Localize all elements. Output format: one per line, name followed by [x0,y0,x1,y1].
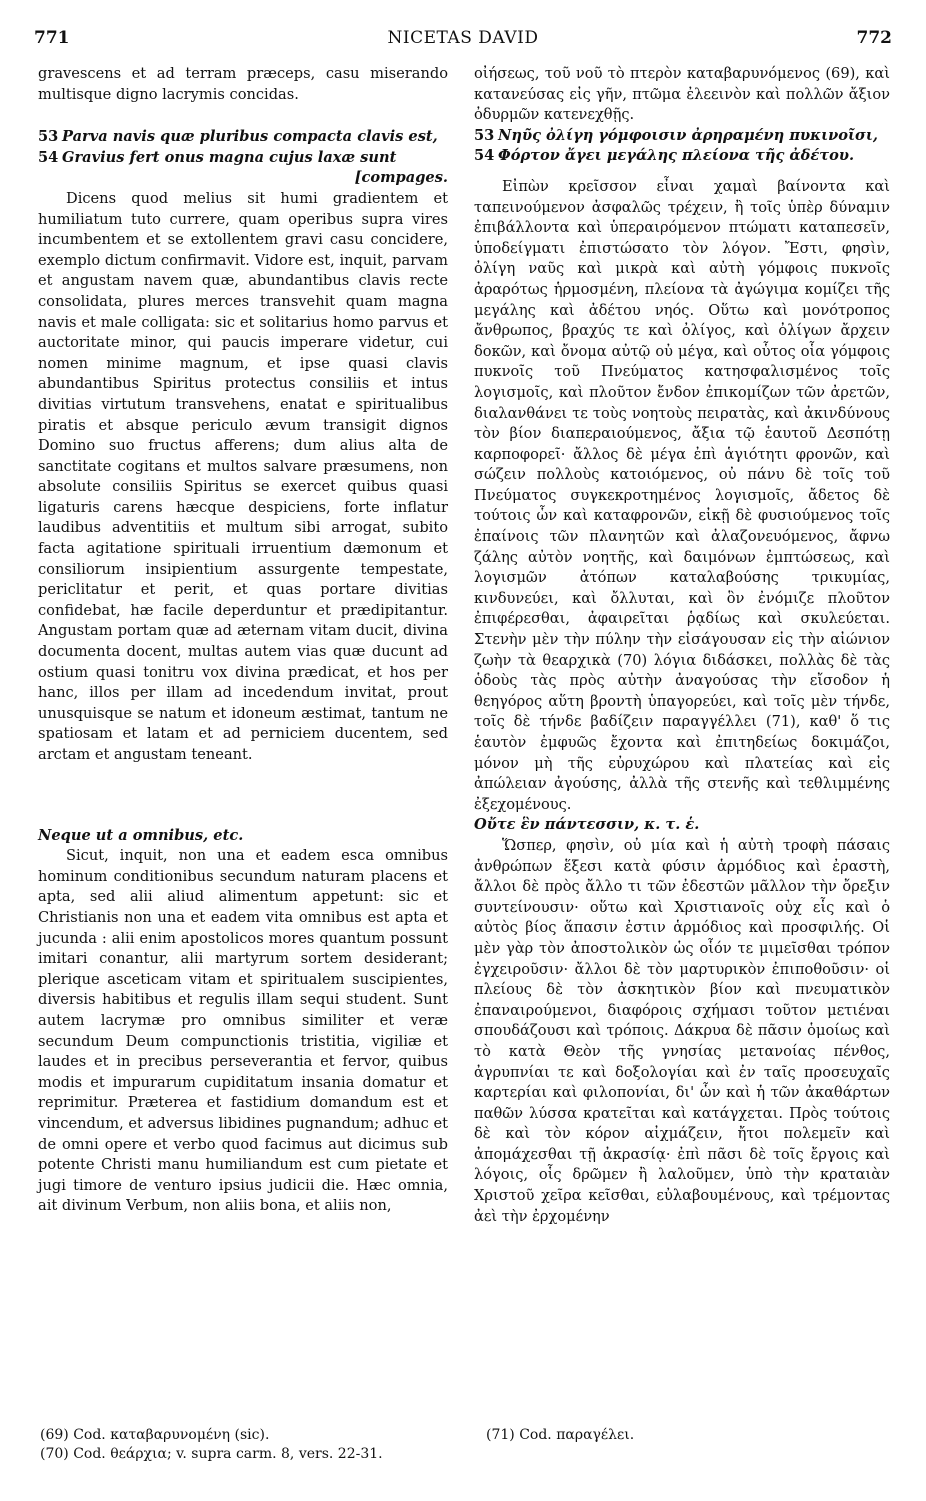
page-header [34,28,892,52]
running-title: NICETAS DAVID [387,28,539,48]
greek-lemma-2: Οὔτε ἓν πάντεσσιν, κ. τ. ἑ. [474,816,700,834]
footnote-69: (69) Cod. καταβαρυνομένη (sic). [40,1427,270,1443]
latin-intro: gravescens et ad terram præceps, casu miserando multisque digno lacrymis concidas. [38,65,448,103]
footnote-71: (71) Cod. παραγέλει. [486,1427,635,1443]
footnotes-left [40,1426,450,1464]
latin-verse-53: 53 Parva navis quæ pluribus compacta clavis est, [38,128,438,146]
latin-commentary-1: Dicens quod melius sit humi gradientem et humiliatum tuto currere, quam operibus supra vires incumbentem et se extollentem gravi casu concidere, exemplo dictum confirmavit. Vidore est, inquit, parvam et angustam navem quæ, abundantibus clavis recte consolidata, plures merces transvehit quam magna navis et male colligata: sic et solitarius homo parvus et auctoritate minor, qui paucis imperare videtur, cui nomen minime magnum, et ipse quasi clavis abundantibus Spiritus protectus consiliis et intus divitias virtutum transvehens, enatat e spiritualibus piratis et absque periculo ævum transigit dignos Domino suo fructus afferens; dum alius alta de sanctitate cogitans et multos salvare præsumens, non absolute consiliis Spiritus se exercet quibus quasi ligaturis carens hæcque despiciens, forte inflatur laudibus adventitiis et multum sibi arrogat, subito facta agitatione spirituali irruentium dæmonum et consiliorum insipientium assurgente tempestate, periclitatur et perit, et quas portare divitias confidebat, hæ facile deperduntur et prædipitantur. Angustam portam quæ ad æternam vitam ducit, divina documenta docent, multas autem vias quæ ducunt ad ostium quasi tonitru vox divina prædicat, et hos per hanc, illos per illam ad incedendum invitat, prout unusquisque se natum et idoneum æstimat, tantum ne spatiosam et latam et ad perniciem ducentem, sed arctam et angustam teneant. [38,189,448,763]
footnotes-right [486,1426,886,1445]
latin-verse-54-end: [compages. [354,169,448,187]
greek-intro: οἰήσεως, τοῦ νοῦ τὸ πτερὸν καταβαρυνόμενος (69), καὶ κατανεύσας εἰς γῆν, πτῶμα ἐλεεινὸν καὶ πολλῶν ἄξιον ὀδυρμῶν κατενεχθῇς. [474,65,890,124]
footnote-70: (70) Cod. θεάρχια; v. supra carm. 8, vers. 22-31. [40,1446,383,1462]
latin-verse-54: 54 Gravius fert onus magna cujus laxæ sunt [38,148,397,166]
greek-verse-53: 53 Νηῦς ὀλίγη γόμφοισιν ἀρηραμένη πυκινοῖσι, [474,126,878,144]
page-number-left: 771 [34,28,70,48]
latin-lemma-2: Neque ut a omnibus, etc. [38,826,244,844]
greek-commentary-2: Ὥσπερ, φησὶν, οὐ μία καὶ ἡ αὐτὴ τροφὴ πάσαις ἀνθρώπων ἕξεσι κατὰ φύσιν ἁρμόδιος καὶ ἐραστὴ, ἄλλοι δὲ πρὸς ἄλλο τι τῶν ἐδεστῶν μᾶλλον τὴν ὄρεξιν συντείνουσιν· οὕτω καὶ Χριστιανοῖς οὐχ εἷς καὶ ὁ αὐτὸς βίος ἅπασιν ἐστιν ἁρμόδιος καὶ προσφιλής. Οἱ μὲν γὰρ τὸν ἀποστολικὸν ὡς οἷόν τε μιμεῖσθαι τρόπον ἐγχειροῦσιν· ἄλλοι δὲ τὸν μαρτυρικὸν ἐπιποθοῦσιν· οἱ πλείους δὲ τὸν ἀσκητικὸν βίον καὶ πνευματικὸν ἐπαναιρούμενοι, διαφόροις σχήμασι τοῦτον μετιέναι σπουδάζουσι καὶ τρόποις. Δάκρυα δὲ πᾶσιν ὁμοίως καὶ τὸ κατὰ Θεὸν τῆς γνησίας μετανοίας πένθος, ἀγρυπνίαι τε καὶ δοξολογίαι καὶ ἐν ταῖς προσευχαῖς καρτερίαι καὶ φιλοπονίαι, δι' ὧν καὶ ἡ τῶν ἀκαθάρτων παθῶν λύσσα κρατεῖται καὶ κατάγχεται. Πρὸς τούτοις δὲ καὶ τὸν κόρον αἰχμάζειν, ἤτοι πολεμεῖν καὶ ἀπομάχεσθαι τῇ ἀκρασίᾳ· ἐπὶ πᾶσι δὲ τοῖς ἔργοις καὶ λόγοις, οἷς δρῶμεν ἢ λαλοῦμεν, ὑπὸ τὴν κραταιὰν Χριστοῦ χεῖρα κεῖσθαι, εὐλαβουμένους, καὶ τρέμοντας ἀεὶ τὴν ἐρχομένην [474,836,890,1225]
latin-column [38,64,448,1217]
page-number-right: 772 [856,28,892,48]
greek-verse-54: 54 Φόρτον ἄγει μεγάλης πλείονα τῆς ἀδέτου. [474,147,855,165]
greek-column [474,64,890,1227]
greek-commentary-1: Εἰπὼν κρεῖσσον εἶναι χαμαὶ βαίνοντα καὶ ταπεινούμενον ἀσφαλῶς τρέχειν, ἢ τοῖς ὑπὲρ δύναμιν ἐπιβάλλοντα καὶ ὑπεραιρόμενον πτώματι καταπεσεῖν, ὑποδείγματι ἐπιστώσατο τὸν λόγον. Ἔστι, φησὶν, ὀλίγη ναῦς καὶ μικρὰ καὶ αὐτὴ γόμφοις πυκνοῖς ἀραρότως ἡρμοσμένη, πλείονα τὰ ἀγώγιμα κομίζει τῆς μεγάλης καὶ ἀδέτου νηός. Οὕτω καὶ μονότροπος ἄνθρωπος, βραχύς τε καὶ ὀλίγος, καὶ ὀλίγων ἄρχειν δοκῶν, καὶ ὄνομα αὐτῷ οὐ μέγα, καὶ οὗτος οἷα γόμφοις πυκνοῖς τοῦ Πνεύματος κατησφαλισμένος τοῖς λογισμοῖς, καὶ πλοῦτον ἔνδον ἐπικομίζων τῶν ἀρετῶν, διαλανθάνει τε τοὺς νοητοὺς πειρατὰς, καὶ ἀκινδύνους τὸν βίον διαπεραιούμενος, ἄξια τῷ ἑαυτοῦ Δεσπότῃ καρποφορεῖ· ἄλλος δὲ μέγα ἐπὶ ἁγιότητι φρονῶν, καὶ σώζειν πολλοὺς κατοιόμενος, οὐ πάνυ δὲ τοῖς τοῦ Πνεύματος συγκεκροτημένος λογισμοῖς, ἄδετος δὲ τούτοις ὧν καὶ καταφρονῶν, εἰκῇ δὲ φυσιούμενος τοῖς ἐπαίνοις τῶν πλανητῶν καὶ ἀλαζονευόμενος, ἄφνω ζάλης αὐτὸν νοητῆς, καὶ δαιμόνων ἐμπτώσεως, καὶ λογισμῶν ἀτόπων καταλαβούσης τρικυμίας, κινδυνεύει, καὶ ὄλλυται, καὶ ὃν ἐνόμιζε πλοῦτον ἐπιφέρεσθαι, ἀφαιρεῖται ῥᾳδίως καὶ σκυλεύεται. Στενὴν μὲν τὴν πύλην τὴν εἰσάγουσαν εἰς τὴν αἰώνιον ζωὴν τὰ θεαρχικὰ (70) λόγια διδάσκει, πολλὰς δὲ τὰς ὁδοὺς τὰς πρὸς αὐτὴν ἀναγούσας τὴν εἴσοδον ἡ θεηγόρος αὕτη βροντὴ ὑπαγορεύει, καὶ τοῖς μὲν τήνδε, τοῖς δὲ τήνδε βαδίζειν παραγγέλλει (71), καθ' ὅ τις ἑαυτὸν ἐμφυῶς ἔχοντα καὶ ἐπιτηδείως δοκιμάζοι, μόνον μὴ τῆς εὐρυχώρου καὶ πλατείας καὶ εἰς ἀπώλειαν ἀγούσης, ἀλλὰ τῆς στενῆς καὶ τεθλιμμένης ἐξεχομένους. [474,177,890,813]
latin-commentary-2: Sicut, inquit, non una et eadem esca omnibus hominum conditionibus secundum naturam placens et apta, sed alii aliud alimentum appetunt: sic et Christianis non una et eadem vita omnibus est apta et jucunda : alii enim apostolicos mores quantum possunt imitari conantur, alii martyrum sortem desiderant; plerique asceticam vitam et spiritualem suscipientes, diversis habitibus et regulis illam sequi student. Sunt autem lacrymæ pro omnibus similiter et veræ secundum Deum compunctionis tristitia, vigiliæ et laudes et in precibus perseverantia et fervor, quibus modis et impurarum cupiditatum insania domatur et reprimitur. Præterea et fastidium domandum est et vincendum, et adversus libidines pugnandum; adhuc et de omni opere et verbo quod facimus aut dicimus sub potente Christi manu humiliandum est cum pietate et jugi timore de venturo ipsius judicii die. Hæc omnia, ait divinum Verbum, non aliis bona, et aliis non, [38,847,448,1215]
